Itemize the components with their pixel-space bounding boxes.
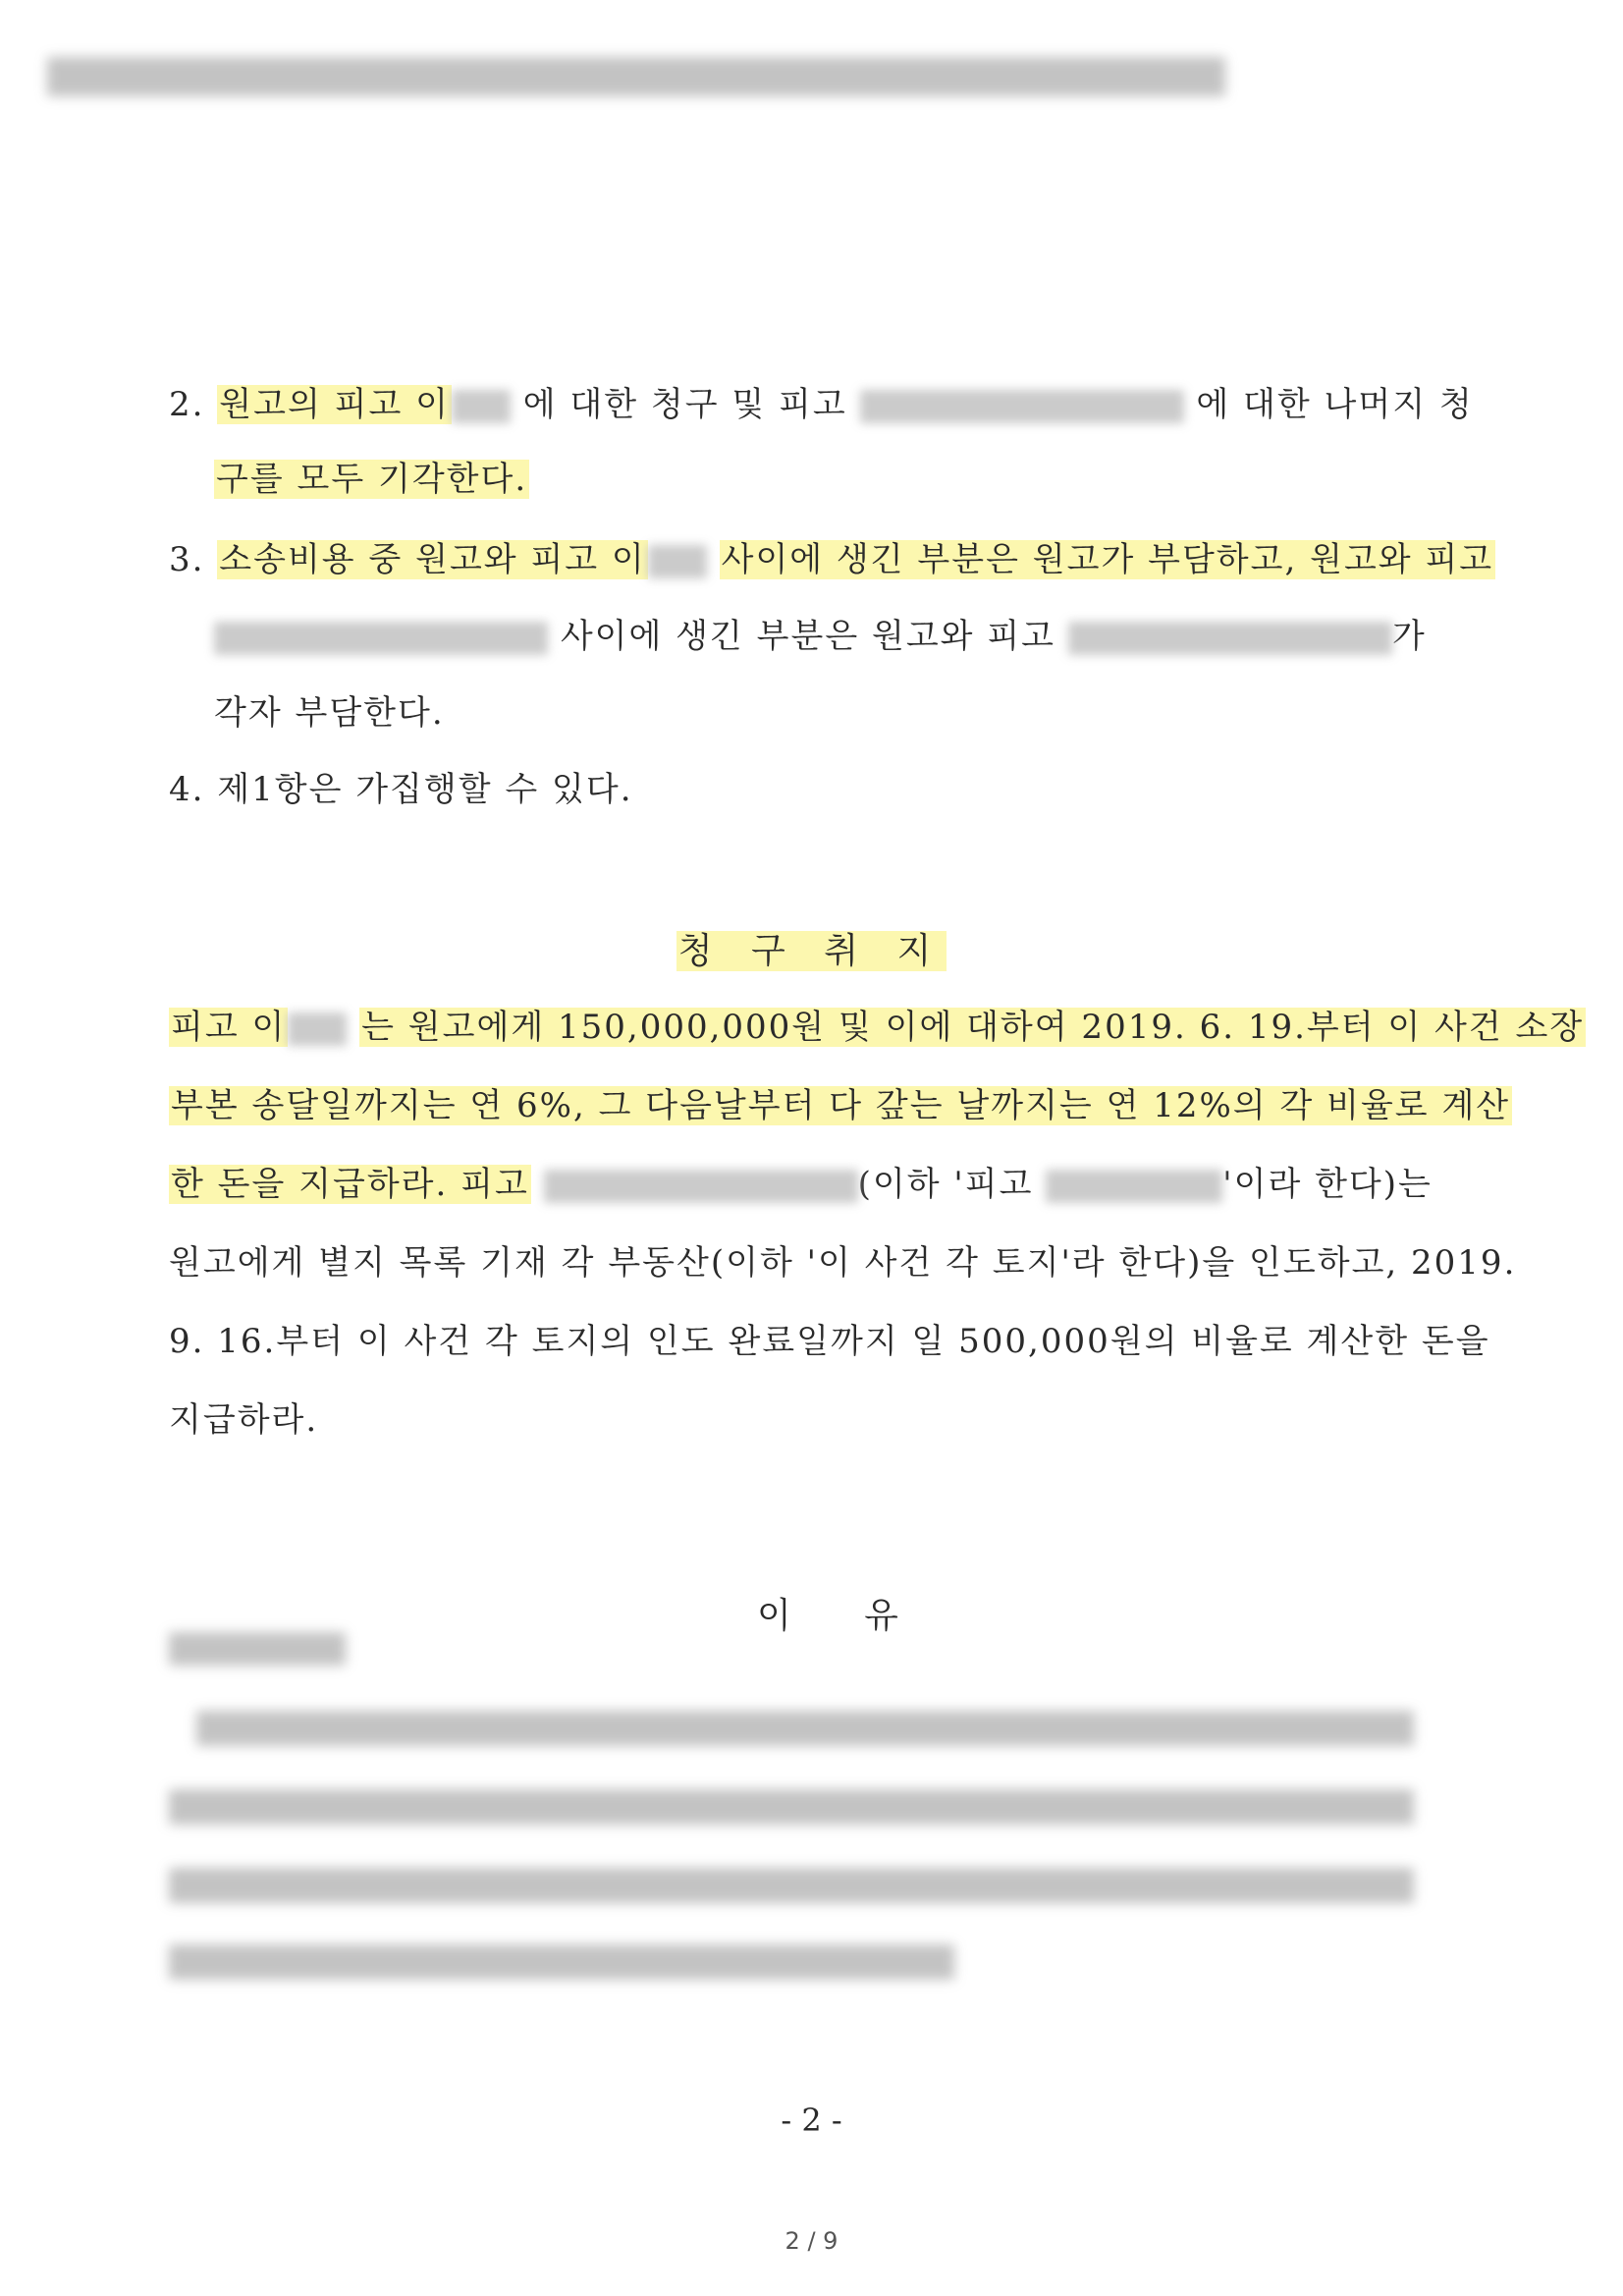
- item-number: 2.: [169, 385, 205, 424]
- item-number: 3.: [169, 540, 205, 579]
- claim-text: 9. 16.부터 이 사건 각 토지의 인도 완료일까지 일 500,000원의 비율로 계산한 돈을: [169, 1322, 1490, 1361]
- redacted-name: [1068, 622, 1392, 655]
- page-count: 2 / 9: [784, 2227, 839, 2255]
- item-3-line-3: [214, 691, 1461, 735]
- item-3-line-1: [169, 538, 1494, 581]
- redacted-name: [544, 1170, 858, 1203]
- claim-text: '이라 한다)는: [1222, 1165, 1433, 1204]
- item-text: 각자 부담한다.: [214, 693, 445, 733]
- reason-heading: [0, 1548, 1623, 1638]
- page-number: - 2 -: [781, 2102, 842, 2139]
- claim-line-1: [169, 1006, 1585, 1049]
- claim-text: 원고에게 별지 목록 기재 각 부동산(이하 '이 사건 각 토지'라 한다)을 인도하고, 2019.: [169, 1243, 1517, 1283]
- item-3-line-2: [214, 615, 1427, 658]
- redacted-paragraph: [169, 1944, 954, 1980]
- item-text: 소송비용 중 원고와 피고 이: [219, 540, 646, 579]
- redacted-name: [214, 622, 548, 655]
- claim-line-2: [169, 1084, 1511, 1127]
- claim-title: 청 구 취 지: [677, 931, 946, 971]
- item-text: 에 대한 나머지 청: [1196, 385, 1474, 424]
- redacted-name: [452, 390, 511, 423]
- claim-text: 지급하라.: [169, 1400, 319, 1440]
- redacted-paragraph: [169, 1868, 1414, 1903]
- redacted-name: [288, 1012, 347, 1046]
- item-4: [169, 768, 1416, 811]
- claim-line-6: [169, 1398, 1416, 1442]
- reason-title: 이 유: [757, 1596, 908, 1636]
- claim-heading: [0, 923, 1623, 973]
- item-text: 구를 모두 기각한다.: [216, 460, 528, 499]
- redacted-paragraph: [196, 1711, 1414, 1746]
- redacted-name: [648, 545, 707, 578]
- claim-text: 부본 송달일까지는 연 6%, 그 다음날부터 다 갚는 날까지는 연 12%의 각 비율로 계산: [171, 1086, 1511, 1125]
- redacted-paragraph: [169, 1632, 346, 1666]
- redacted-header: [47, 57, 1225, 96]
- item-text: 가: [1391, 617, 1427, 656]
- claim-text: 는 원고에게 150,000,000원 및 이에 대하여 2019. 6. 19.부터 이 사건 소장: [361, 1008, 1585, 1047]
- item-text: 사이에 생긴 부분은 원고가 부담하고, 원고와 피고: [721, 540, 1494, 579]
- redacted-name: [860, 390, 1184, 423]
- redacted-paragraph: [169, 1789, 1414, 1825]
- item-2-line-2: [214, 458, 1461, 501]
- claim-text: (이하 '피고: [857, 1165, 1034, 1204]
- item-2-line-1: [169, 383, 1474, 426]
- item-text: 원고의 피고 이: [219, 385, 450, 424]
- item-text: 4. 제1항은 가집행할 수 있다.: [169, 770, 633, 809]
- redacted-name: [1046, 1170, 1222, 1203]
- claim-text: 한 돈을 지급하라. 피고: [171, 1165, 529, 1204]
- claim-line-3: [169, 1163, 1433, 1206]
- claim-line-4: [169, 1241, 1517, 1285]
- claim-line-5: [169, 1320, 1490, 1363]
- item-text: 사이에 생긴 부분은 원고와 피고: [560, 617, 1056, 656]
- item-text: 에 대한 청구 및 피고: [522, 385, 847, 424]
- claim-text: 피고 이: [171, 1008, 287, 1047]
